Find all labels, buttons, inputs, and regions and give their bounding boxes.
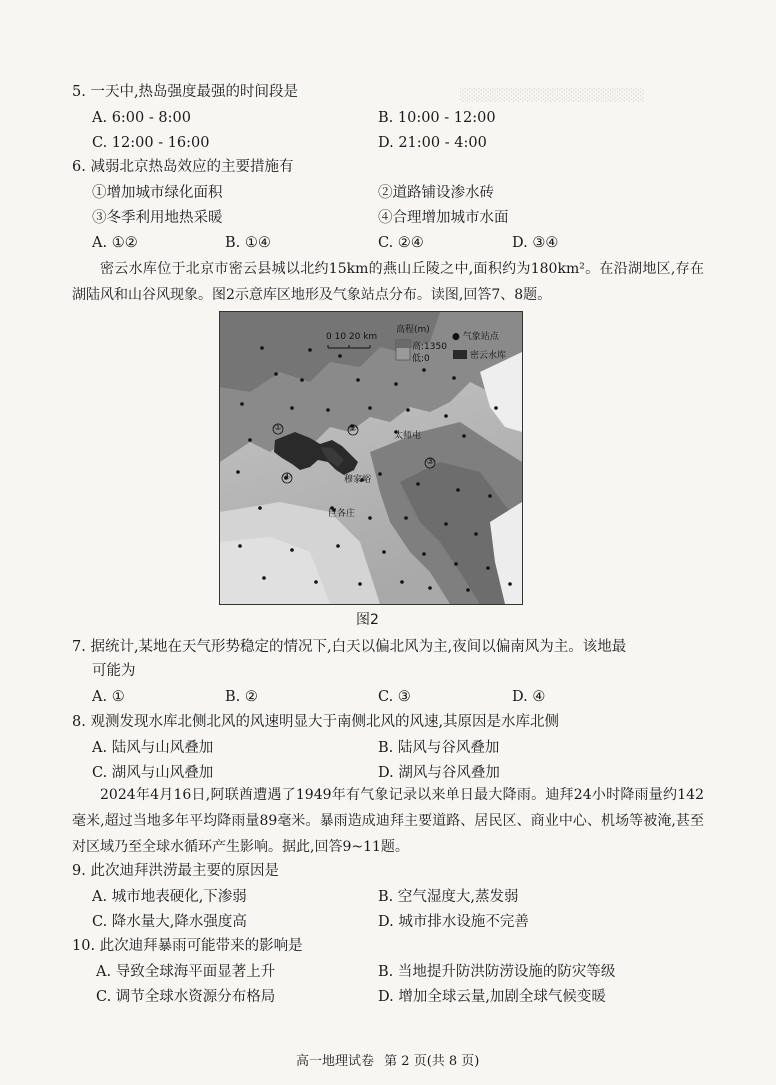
q9-option-a: A. 城市地表硬化,下渗弱 bbox=[92, 889, 247, 905]
q6-item-3: ③冬季利用地热采暖 bbox=[92, 210, 223, 226]
scale-label: 0 10 20 km bbox=[326, 332, 378, 342]
q8-option-d: D. 湖风与谷风叠加 bbox=[378, 765, 500, 781]
page-footer bbox=[296, 1050, 479, 1069]
bleed-through: ░░░░░░░░░░░░░░░░░░░░ bbox=[460, 88, 645, 102]
footer-title: 高一地理试卷 bbox=[296, 1054, 375, 1069]
q9-stem: 9. 此次迪拜洪涝最主要的原因是 bbox=[72, 863, 279, 879]
q8-option-b: B. 陆风与谷风叠加 bbox=[378, 740, 500, 756]
town-mujiayu: 穆家峪 bbox=[344, 475, 372, 485]
reservoir-swatch bbox=[453, 350, 467, 359]
reservoir-legend: 密云水库 bbox=[470, 351, 507, 361]
q5-stem: 5. 一天中,热岛强度最强的时间段是 bbox=[72, 84, 299, 100]
passage-miyun: 密云水库位于北京市密云县城以北约15km的燕山丘陵之中,面积约为180km²。在沿湖地区,存在湖陆风和山谷风现象。图2示意库区地形及气象站点分布。读图,回答7、8题。 bbox=[72, 261, 704, 303]
q10-option-a: A. 导致全球海平面显著上升 bbox=[96, 964, 276, 980]
q7-option-b: B. ② bbox=[225, 689, 258, 705]
q6-option-d: D. ③④ bbox=[512, 235, 559, 251]
q5-option-a: A. 6:00 - 8:00 bbox=[92, 110, 191, 126]
q5-option-c: C. 12:00 - 16:00 bbox=[92, 135, 210, 151]
passage-dubai: 2024年4月16日,阿联酋遭遇了1949年有气象记录以来单日最大降雨。迪拜24小时降雨量约142毫米,超过当地多年平均降雨量89毫米。暴雨造成迪拜主要道路、居民区、商业中心、机场等被淹,甚至对区域乃至全球水循环产生影响。据此,回答9~11题。 bbox=[72, 787, 704, 855]
q7-option-a: A. ① bbox=[92, 689, 125, 705]
q10-stem: 10. 此次迪拜暴雨可能带来的影响是 bbox=[72, 938, 303, 954]
q7-option-d: D. ④ bbox=[512, 689, 546, 705]
town-jugezhuang: 巨各庄 bbox=[328, 509, 356, 519]
q6-item-1: ①增加城市绿化面积 bbox=[92, 185, 223, 201]
q8-stem: 8. 观测发现水库北侧北风的风速明显大于南侧北风的风速,其原因是水库北侧 bbox=[72, 714, 560, 730]
marker-4: ④ bbox=[283, 472, 292, 482]
q6-item-4: ④合理增加城市水面 bbox=[378, 210, 509, 226]
q6-stem: 6. 减弱北京热岛效应的主要措施有 bbox=[72, 159, 294, 175]
q7-stem-line2: 可能为 bbox=[92, 663, 136, 679]
q6-option-b: B. ①④ bbox=[225, 235, 271, 251]
q9-option-d: D. 城市排水设施不完善 bbox=[378, 914, 529, 930]
q9-option-b: B. 空气湿度大,蒸发弱 bbox=[378, 889, 519, 905]
q5-option-d: D. 21:00 - 4:00 bbox=[378, 135, 487, 151]
q9-option-c: C. 降水量大,降水强度高 bbox=[92, 914, 247, 930]
q10-option-c: C. 调节全球水资源分布格局 bbox=[96, 989, 276, 1005]
marker-2: ② bbox=[349, 424, 358, 434]
q8-option-a: A. 陆风与山风叠加 bbox=[92, 740, 214, 756]
footer-page-number: 第 2 页(共 8 页) bbox=[384, 1054, 480, 1069]
town-taishitun: 太师屯 bbox=[394, 431, 422, 441]
q6-option-a: A. ①② bbox=[92, 235, 138, 251]
q7-stem-line1: 7. 据统计,某地在天气形势稳定的情况下,白天以偏北风为主,夜间以偏南风为主。该地最 bbox=[72, 639, 627, 655]
q5-option-b: B. 10:00 - 12:00 bbox=[378, 110, 496, 126]
q6-item-2: ②道路铺设渗水砖 bbox=[378, 185, 494, 201]
elevation-high: 高:1350 bbox=[412, 342, 447, 352]
station-legend: ● 气象站点 bbox=[452, 332, 499, 342]
q6-option-c: C. ②④ bbox=[378, 235, 424, 251]
q10-option-b: B. 当地提升防洪防涝设施的防灾等级 bbox=[378, 964, 616, 980]
elevation-title: 高程(m) bbox=[396, 325, 430, 335]
q7-option-c: C. ③ bbox=[378, 689, 411, 705]
elevation-low: 低:0 bbox=[412, 354, 430, 364]
marker-3: ③ bbox=[426, 457, 435, 467]
figure-2-map bbox=[219, 311, 523, 605]
figure-caption: 图2 bbox=[356, 612, 379, 628]
q10-option-d: D. 增加全球云量,加剧全球气候变暖 bbox=[378, 989, 606, 1005]
marker-1: ① bbox=[274, 423, 283, 433]
q8-option-c: C. 湖风与山风叠加 bbox=[92, 765, 214, 781]
